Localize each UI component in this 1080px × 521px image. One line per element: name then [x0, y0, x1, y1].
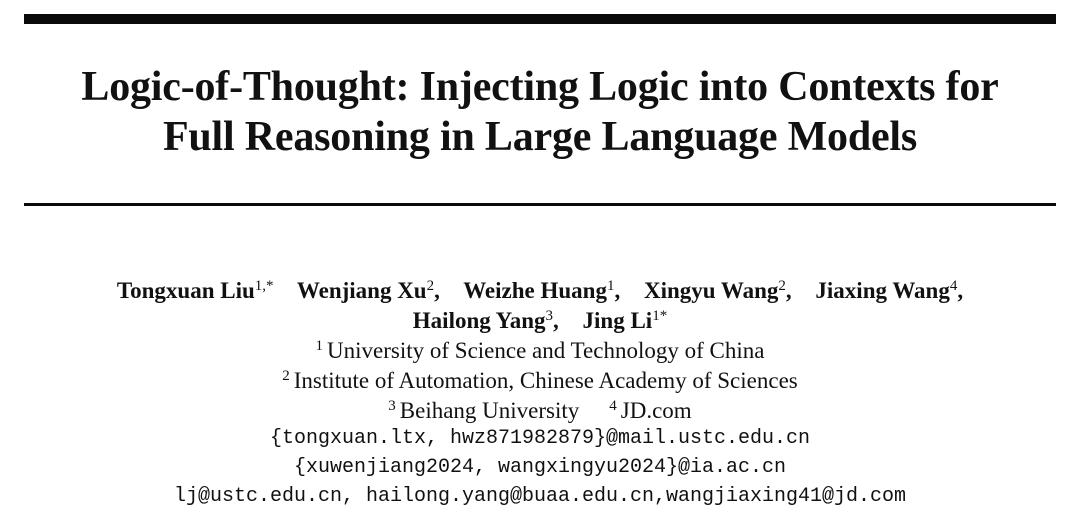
author-affiliation-mark: 2 — [778, 278, 786, 294]
affiliation-list — [0, 336, 1080, 426]
affiliation — [0, 336, 1080, 366]
affiliation-mark: 4 — [609, 398, 617, 414]
affiliation-text: JD.com — [620, 398, 692, 423]
top-rule — [24, 14, 1056, 24]
author-name: Xingyu Wang — [643, 278, 779, 303]
author-affiliation-mark: 4 — [949, 278, 958, 294]
author: Wenjiang Xu$^2$, — [296, 278, 440, 303]
email-list — [0, 424, 1080, 511]
title-line-1: Logic-of-Thought: Injecting Logic into Contexts for — [81, 64, 999, 110]
author: Hailong Yang$^3$, — [412, 308, 559, 333]
author — [117, 278, 274, 303]
author-name: Wenjiang Xu — [296, 278, 427, 303]
affiliation — [609, 398, 691, 423]
email-line: {tongxuan.ltx, hwz871982879}@mail.ustc.edu.cn — [269, 427, 811, 450]
author-row-2 — [0, 306, 1080, 336]
author-affiliation-mark: 1 — [606, 278, 615, 294]
author-name: Jing Li — [582, 308, 653, 333]
affiliation-row-3 — [0, 396, 1080, 426]
author-name: Jiaxing Wang — [815, 278, 950, 303]
title-line-2: Full Reasoning in Large Language Models — [162, 114, 918, 160]
affiliation-text: Beihang University — [399, 398, 580, 423]
author-name: Hailong Yang — [412, 308, 546, 333]
author-affiliation-mark: 2 — [426, 278, 435, 294]
author: Jiaxing Wang$^4$, — [815, 278, 964, 303]
affiliation-mark: 3 — [388, 398, 396, 414]
author-affiliation-mark: 3 — [545, 308, 554, 324]
email-line: lj@ustc.edu.cn, hailong.yang@buaa.edu.cn,wangjiaxing41@jd.com — [173, 485, 907, 508]
affiliation — [388, 398, 579, 423]
affiliation-mark: 2 — [282, 368, 290, 384]
author: Weizhe Huang$^1$, — [463, 278, 621, 303]
affiliation — [0, 366, 1080, 396]
bottom-rule — [24, 203, 1056, 206]
author-list — [0, 276, 1080, 336]
email-line: {xuwenjiang2024, wangxingyu2024}@ia.ac.cn — [293, 456, 787, 479]
affiliation-mark: 1 — [315, 338, 324, 354]
author-affiliation-mark: 1* — [652, 308, 668, 324]
author-name: Tongxuan Liu — [116, 278, 255, 303]
author-row-1 — [0, 276, 1080, 306]
author: Xingyu Wang$^2$, — [643, 278, 792, 303]
affiliation-text: Institute of Automation, Chinese Academy of Sciences — [293, 368, 798, 393]
author — [583, 308, 668, 333]
affiliation-text: University of Science and Technology of China — [327, 338, 765, 363]
author-affiliation-mark: 1,* — [254, 278, 274, 294]
author-name: Weizhe Huang — [463, 278, 607, 303]
paper-title — [0, 62, 1080, 162]
